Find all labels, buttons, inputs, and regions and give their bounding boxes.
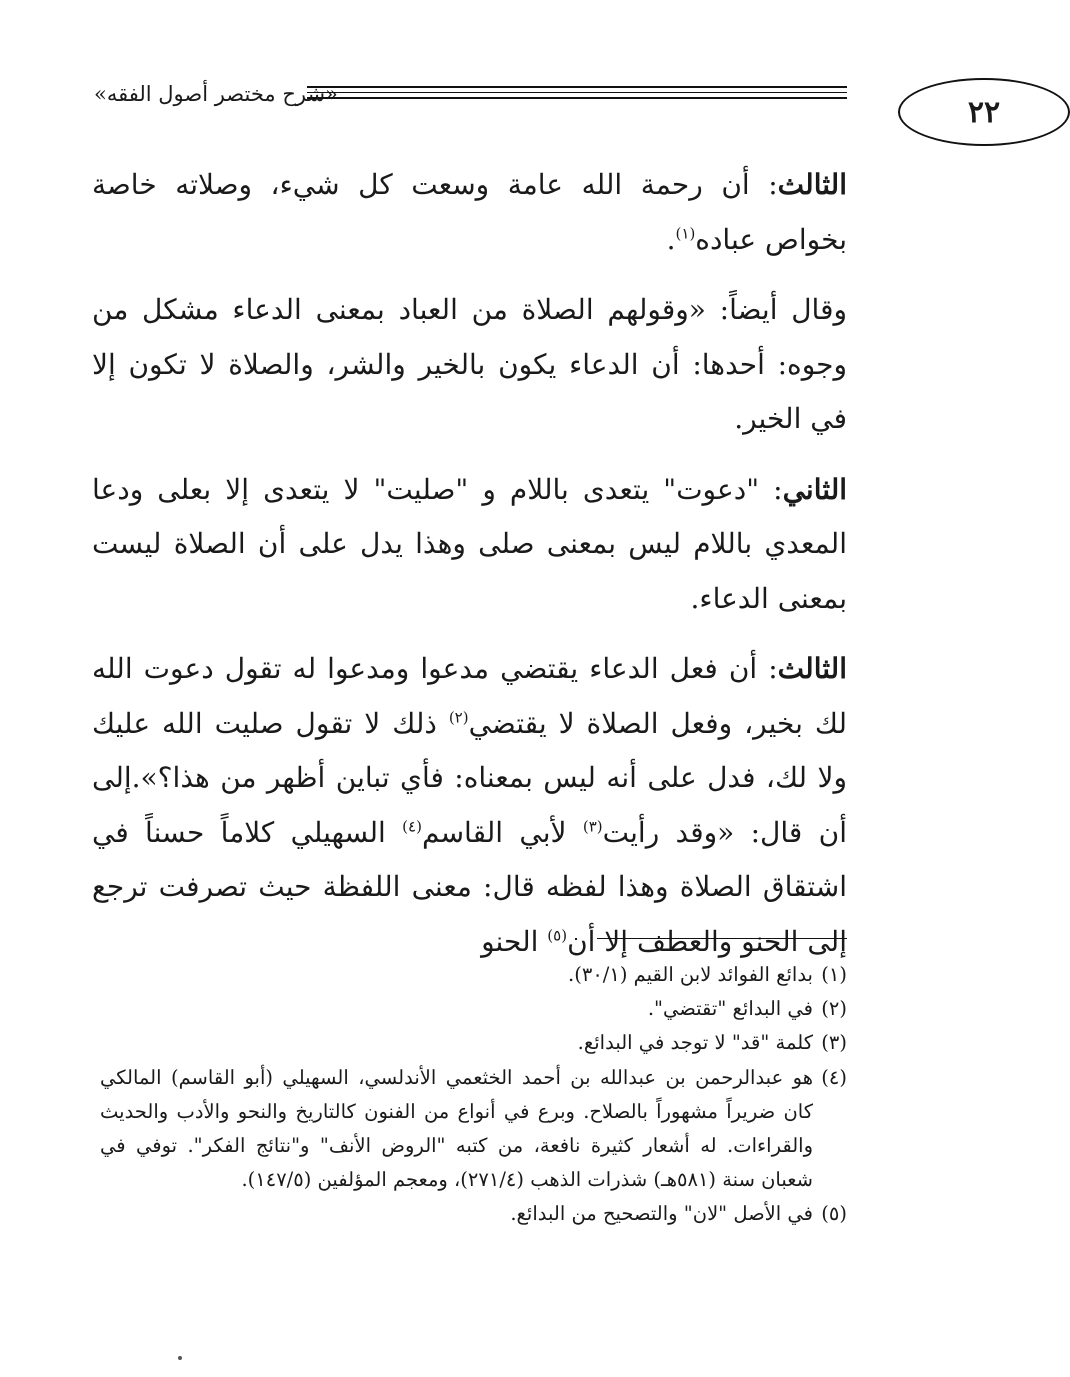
paragraph — [92, 642, 847, 969]
footnote-ref[interactable]: (٥) — [547, 926, 568, 945]
paragraph-lead: الثاني — [782, 472, 847, 506]
footnote-ref[interactable]: (٤) — [402, 817, 422, 836]
header-rule-line — [307, 92, 847, 93]
paragraph-text: وقال أيضاً: «وقولهم الصلاة من العباد بمعنى الدعاء مشكل من وجوه: أحدها: أن الدعاء يكون بالخير والشر، والصلاة لا تكون إلا في الخير. — [92, 293, 847, 435]
footnote-number: (١) — [821, 963, 847, 986]
paragraph-text: : أن رحمة الله عامة وسعت كل شيء، وصلاته خاصة بخواص عباده — [92, 168, 847, 256]
paragraph-text: لأبي القاسم — [421, 815, 583, 849]
footnote — [100, 992, 847, 1026]
footnote-text: هو عبدالرحمن بن عبدالله بن أحمد الخثعمي الأندلسي، السهيلي (أبو القاسم) المالكي كان ضريراً مشهوراً بالصلاح. وبرع في أنواع من الفنون كالتاريخ والنحو والأدب والحديث والقراءات. له أشعار كثيرة نافعة، من كتبه "الروض الأنف" و"نتائج الفكر". توفي في شعبان سنة (٥٨١هـ) شذرات الذهب (٢٧١/٤)، ومعجم المؤلفين (١٤٧/٥). — [100, 1065, 813, 1192]
main-text — [92, 158, 847, 985]
footnote-separator — [597, 938, 847, 939]
header-rule — [307, 86, 1001, 130]
footnote-text: في الأصل "لان" والتصحيح من البدائع. — [510, 1202, 813, 1226]
paragraph-text: السهيلي كلاماً حسناً في اشتقاق الصلاة وهذا لفظه قال: معنى اللفظة حيث تصرفت ترجع إلى الحنو والعطف إلا أن — [92, 815, 847, 958]
footnote-ref[interactable]: (١) — [675, 224, 696, 243]
paragraph-lead: الثالث — [777, 168, 847, 201]
header-rule-line — [307, 86, 847, 88]
paragraph-text: . — [666, 222, 676, 256]
footnotes — [100, 958, 847, 1232]
footnote-ref[interactable]: (٢) — [448, 708, 469, 727]
paragraph-lead: الثالث — [777, 652, 847, 685]
footnote — [100, 1197, 847, 1231]
paragraph-text: ذلك لا تقول صليت الله عليك ولا لك، فدل على أنه ليس بمعناه: فأي تباين أظهر من هذا؟».إلى أن قال: «وقد رأيت — [92, 706, 847, 849]
paragraph — [92, 158, 847, 267]
footnote-number: (٤) — [821, 1065, 847, 1089]
paragraph-text: : "دعوت" يتعدى باللام و "صليت" لا يتعدى إلا بعلى ودعا المعدي باللام ليس بمعنى صلى وهذا يدل على أن الصلاة ليست بمعنى الدعاء. — [92, 472, 847, 615]
footnote-number: (٣) — [821, 1031, 847, 1055]
paragraph — [92, 463, 847, 627]
running-title: «شرح مختصر أصول الفقه» — [94, 82, 338, 106]
header-rule-line — [307, 97, 847, 99]
footnote-text: كلمة "قد" لا توجد في البدائع. — [577, 1031, 813, 1055]
footnote-number: (٥) — [821, 1202, 847, 1226]
scan-speck — [178, 1356, 182, 1360]
paragraph-text: : أن فعل الدعاء يقتضي مدعوا ومدعوا له تقول دعوت الله لك بخير، وفعل الصلاة لا يقتضي — [92, 652, 847, 740]
page-number: ٢٢ — [898, 78, 1070, 146]
footnote — [100, 1026, 847, 1060]
page-header — [94, 62, 1001, 130]
footnote — [100, 958, 847, 992]
footnote-text: بدائع الفوائد لابن القيم (٣٠/١). — [568, 963, 813, 986]
footnote — [100, 1061, 847, 1198]
footnote-text: في البدائع "تقتضي". — [647, 997, 813, 1021]
paragraph — [92, 283, 847, 447]
footnote-ref[interactable]: (٣) — [582, 817, 603, 836]
footnote-number: (٢) — [821, 997, 847, 1021]
paragraph-text: الحنو — [481, 924, 548, 958]
